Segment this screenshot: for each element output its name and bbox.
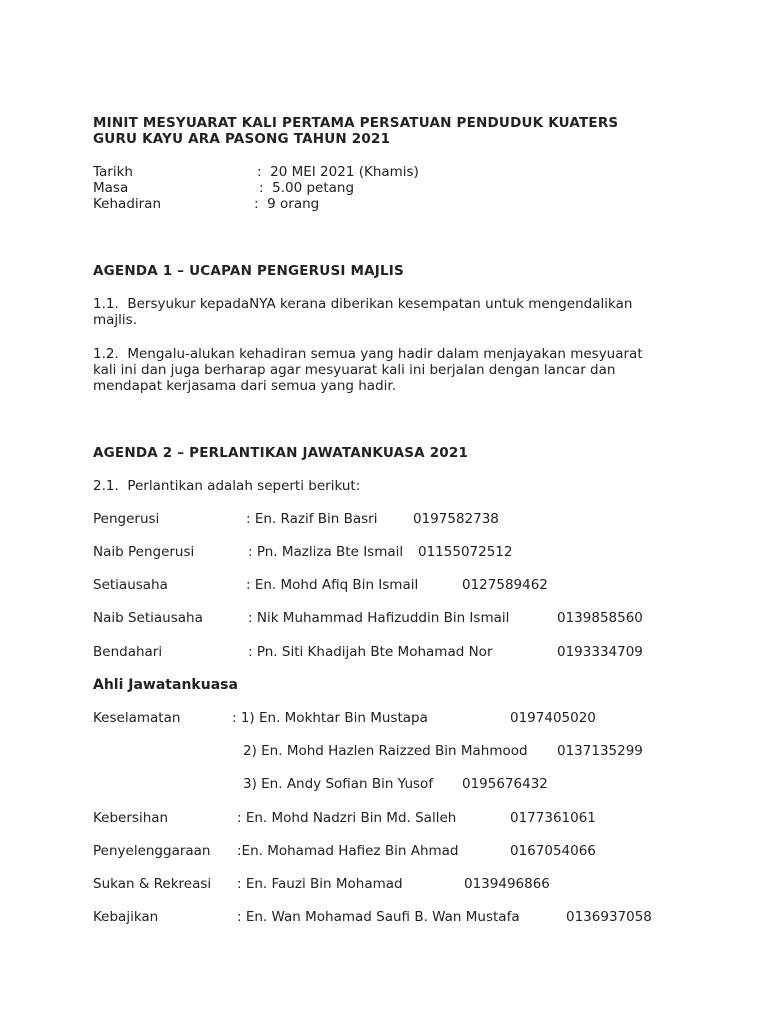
officer-name: : En. Mohd Afiq Bin Ismail [246, 577, 419, 593]
officer-role: Setiausaha [93, 577, 168, 593]
committee-heading: Ahli Jawatankuasa [93, 677, 238, 693]
committee-phone: 0177361061 [510, 810, 596, 826]
officer-phone: 01155072512 [418, 544, 513, 560]
agenda-1-item-2-line-2: kali ini dan juga berharap agar mesyuarat kali ini berjalan dengan lancar dan [93, 362, 616, 378]
officer-role: Naib Pengerusi [93, 544, 195, 560]
officer-phone: 0193334709 [557, 644, 643, 660]
meta-date-value: : 20 MEI 2021 (Khamis) [257, 164, 419, 180]
meta-date-label: Tarikh [93, 164, 133, 180]
title-line-2: GURU KAYU ARA PASONG TAHUN 2021 [93, 131, 391, 147]
agenda-1-item-2-line-1: 1.2. Mengalu-alukan kehadiran semua yang hadir dalam menjayakan mesyuarat [93, 346, 643, 362]
committee-phone: 0137135299 [557, 743, 643, 759]
agenda-1-item-1-line-2: majlis. [93, 312, 138, 328]
agenda-2-intro: 2.1. Perlantikan adalah seperti berikut: [93, 478, 361, 494]
meta-attendance-value: : 9 orang [254, 196, 320, 212]
committee-phone: 0195676432 [462, 776, 548, 792]
committee-name: : 1) En. Mokhtar Bin Mustapa [232, 710, 428, 726]
officer-role: Naib Setiausaha [93, 610, 203, 626]
committee-name: 3) En. Andy Sofian Bin Yusof [243, 776, 434, 792]
committee-role: Sukan & Rekreasi [93, 876, 212, 892]
committee-name: 2) En. Mohd Hazlen Raizzed Bin Mahmood [243, 743, 528, 759]
committee-name: : En. Wan Mohamad Saufi B. Wan Mustafa [237, 909, 520, 925]
committee-phone: 0136937058 [566, 909, 652, 925]
committee-role: Penyelenggaraan [93, 843, 211, 859]
officer-role: Bendahari [93, 644, 163, 660]
agenda-1-item-2-line-3: mendapat kerjasama dari semua yang hadir. [93, 378, 396, 394]
officer-name: : Pn. Siti Khadijah Bte Mohamad Nor [248, 644, 493, 660]
officer-phone: 0197582738 [413, 511, 499, 527]
officer-name: : Pn. Mazliza Bte Ismail [248, 544, 404, 560]
meta-attendance-label: Kehadiran [93, 196, 162, 212]
agenda-2-heading: AGENDA 2 – PERLANTIKAN JAWATANKUASA 2021 [93, 445, 469, 461]
committee-phone: 0167054066 [510, 843, 596, 859]
agenda-1-heading: AGENDA 1 – UCAPAN PENGERUSI MAJLIS [93, 263, 404, 279]
committee-name: :En. Mohamad Hafiez Bin Ahmad [237, 843, 459, 859]
committee-phone: 0139496866 [464, 876, 550, 892]
title-line-1: MINIT MESYUARAT KALI PERTAMA PERSATUAN PENDUDUK KUATERS [93, 115, 619, 131]
committee-role: Kebajikan [93, 909, 159, 925]
meta-time-value: : 5.00 petang [259, 180, 355, 196]
meta-time-label: Masa [93, 180, 129, 196]
committee-role: Kebersihan [93, 810, 169, 826]
committee-name: : En. Mohd Nadzri Bin Md. Salleh [237, 810, 457, 826]
committee-phone: 0197405020 [510, 710, 596, 726]
committee-name: : En. Fauzi Bin Mohamad [237, 876, 403, 892]
committee-role: Keselamatan [93, 710, 181, 726]
officer-phone: 0139858560 [557, 610, 643, 626]
officer-name: : En. Razif Bin Basri [246, 511, 378, 527]
agenda-1-item-1-line-1: 1.1. Bersyukur kepadaNYA kerana diberikan kesempatan untuk mengendalikan [93, 296, 633, 312]
officer-role: Pengerusi [93, 511, 160, 527]
officer-name: : Nik Muhammad Hafizuddin Bin Ismail [248, 610, 510, 626]
officer-phone: 0127589462 [462, 577, 548, 593]
